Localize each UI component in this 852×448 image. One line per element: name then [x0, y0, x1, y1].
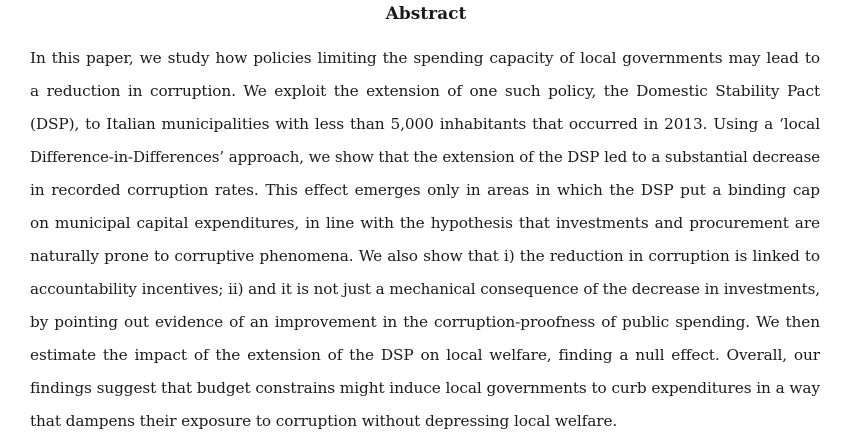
abstract-heading: Abstract [385, 4, 467, 24]
abstract-body [30, 45, 820, 441]
abstract-line: a reduction in corruption. We exploit the extension of one such policy, the Domestic Stability Pact [30, 82, 820, 100]
abstract-line: in recorded corruption rates. This effect emerges only in areas in which the DSP put a binding cap [30, 181, 820, 199]
abstract-line: accountability incentives; ii) and it is not just a mechanical consequence of the decrease in investments, [30, 280, 820, 298]
abstract-line: that dampens their exposure to corruption without depressing local welfare. [30, 412, 618, 430]
abstract-line: findings suggest that budget constrains might induce local governments to curb expenditures in a way [30, 379, 820, 397]
abstract-line: In this paper, we study how policies limiting the spending capacity of local governments may lead to [30, 49, 820, 67]
abstract-line: naturally prone to corruptive phenomena. We also show that i) the reduction in corruption is linked to [30, 247, 820, 265]
abstract-line: by pointing out evidence of an improvement in the corruption-proofness of public spending. We then [30, 313, 820, 331]
abstract-line: estimate the impact of the extension of the DSP on local welfare, finding a null effect. Overall, our [30, 346, 820, 364]
abstract-line: (DSP), to Italian municipalities with less than 5,000 inhabitants that occurred in 2013. Using a ‘local [30, 115, 820, 133]
abstract-line: Difference-in-Differences’ approach, we show that the extension of the DSP led to a substantial decrease [30, 148, 820, 166]
abstract-line: on municipal capital expenditures, in line with the hypothesis that investments and procurement are [30, 214, 820, 232]
